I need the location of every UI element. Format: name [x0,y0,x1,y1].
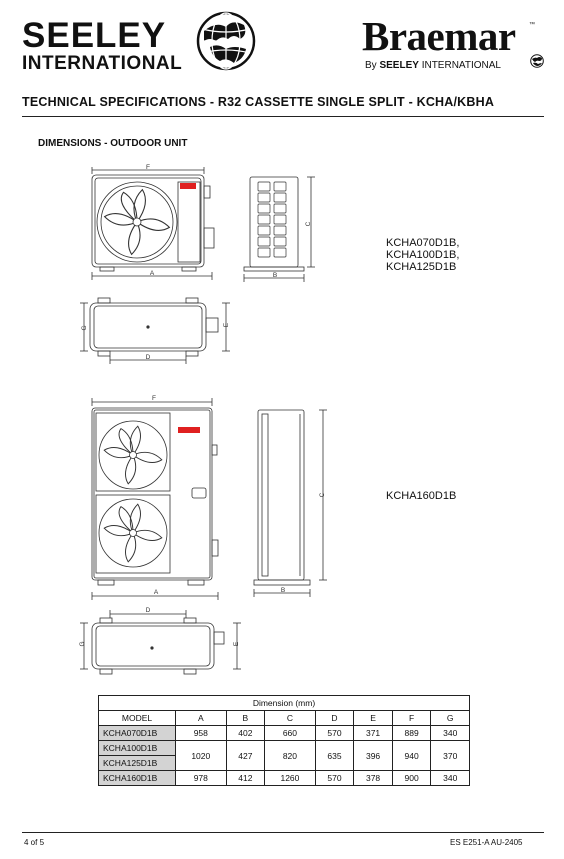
model-name: KCHA160D1B [386,490,457,502]
dim-label-g: G [81,325,88,331]
table-row [99,726,470,741]
table-row [99,741,470,756]
small-unit-front-view [92,167,214,280]
large-unit-top-view [80,610,241,674]
small-unit-top-view [80,298,230,364]
small-unit-side-view [244,177,315,282]
table-cell: 1260 [265,771,316,786]
page-title: TECHNICAL SPECIFICATIONS - R32 CASSETTE SINGLE SPLIT - KCHA/KBHA [22,95,495,109]
braemar-logo-text: Braemar [362,13,516,59]
table-cell: 570 [315,726,354,741]
table-cell: 570 [315,771,354,786]
table-cell: 635 [315,741,354,771]
large-unit-front-view [92,398,218,600]
braemar-international: INTERNATIONAL [421,60,501,71]
table-cell: 958 [176,726,227,741]
document-reference: ES E251-A AU-2405 [450,838,523,847]
section-heading: DIMENSIONS - OUTDOOR UNIT [38,138,188,149]
large-unit-side-view [254,410,327,597]
model-name: KCHA100D1B, [386,249,460,261]
dim-label-a: A [149,270,155,277]
table-cell: 371 [354,726,393,741]
model-cell: KCHA100D1B [99,741,176,756]
table-cell: 412 [226,771,265,786]
column-header: F [392,711,431,726]
column-header: C [265,711,316,726]
dim-label-f: F [146,164,150,171]
column-header: A [176,711,227,726]
column-header: B [226,711,265,726]
table-title: Dimension (mm) [99,696,470,711]
table-cell: 889 [392,726,431,741]
dim-label-f-large: F [152,395,156,402]
model-cell: KCHA125D1B [99,756,176,771]
braemar-by: By [365,60,377,71]
footer-divider [22,832,544,833]
dim-label-g-large: G [79,641,86,647]
table-cell: 378 [354,771,393,786]
large-models-label [386,490,456,502]
table-cell: 340 [431,726,470,741]
dimension-table [98,695,470,786]
column-header: MODEL [99,711,176,726]
table-cell: 820 [265,741,316,771]
dim-label-c-large: C [319,492,326,498]
model-name: KCHA070D1B, [386,237,460,249]
dim-label-b-large: B [280,587,286,594]
dim-label-d: D [145,354,151,361]
table-cell: 396 [354,741,393,771]
seeley-logo-subtext: INTERNATIONAL [22,53,183,74]
dim-label-c: C [305,221,312,227]
model-name: KCHA125D1B [386,261,457,273]
seeley-logo-text: SEELEY [22,16,167,55]
dim-label-d-large: D [145,607,151,614]
table-cell: 900 [392,771,431,786]
small-models-label [386,237,459,273]
table-cell: 427 [226,741,265,771]
page-number: 4 of 5 [24,838,45,847]
table-cell: 978 [176,771,227,786]
column-header: D [315,711,354,726]
column-header: E [354,711,393,726]
dim-label-e: E [223,322,230,328]
table-header-row [99,711,470,726]
table-cell: 370 [431,741,470,771]
dim-label-b: B [272,272,278,279]
column-header: G [431,711,470,726]
table-cell: 940 [392,741,431,771]
table-title-row [99,696,470,711]
model-cell: KCHA070D1B [99,726,176,741]
model-cell: KCHA160D1B [99,771,176,786]
trademark-symbol: ™ [529,22,535,28]
table-cell: 660 [265,726,316,741]
table-cell: 1020 [176,741,227,771]
dim-label-e-large: E [233,641,240,647]
braemar-seeley: SEELEY [379,60,419,71]
table-cell: 340 [431,771,470,786]
dim-label-a-large: A [153,589,159,596]
table-cell: 402 [226,726,265,741]
table-row [99,771,470,786]
